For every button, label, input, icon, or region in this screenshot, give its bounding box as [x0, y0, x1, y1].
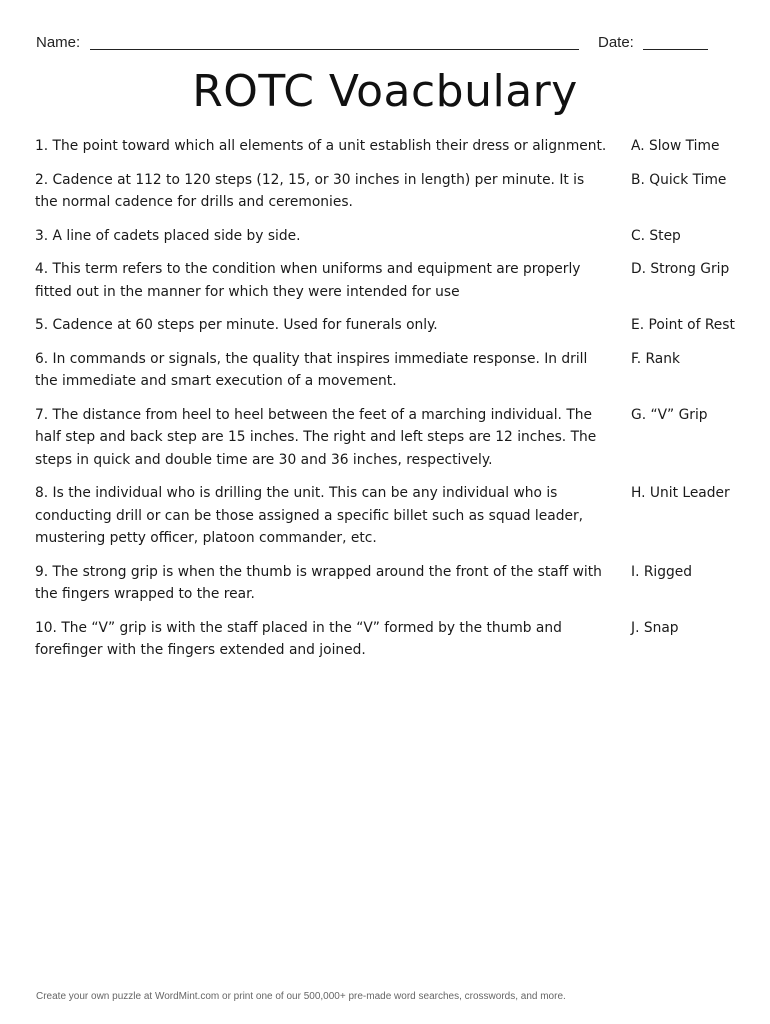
- question-list: [35, 135, 755, 673]
- question-row-5: [35, 314, 755, 337]
- question-text: 2. Cadence at 112 to 120 steps (12, 15, or 30 inches in length) per minute. It is the normal cadence for drills and ceremonies.: [35, 171, 585, 210]
- question-text: 5. Cadence at 60 steps per minute. Used for funerals only.: [35, 317, 438, 333]
- footer-note: Create your own puzzle at WordMint.com or print one of our 500,000+ pre-made word searches, crosswords, and more.: [36, 991, 566, 1002]
- name-label: Name:: [36, 34, 81, 51]
- answer-option: E. Point of Rest: [631, 317, 735, 333]
- answer-option: F. Rank: [631, 350, 680, 367]
- answer-option: B. Quick Time: [631, 171, 727, 188]
- date-field-line[interactable]: [643, 49, 708, 50]
- answer-option: H. Unit Leader: [631, 485, 730, 501]
- header-row: [36, 34, 736, 54]
- page-title: ROTC Voacbulary: [192, 66, 578, 117]
- answer-option: C. Step: [631, 227, 681, 244]
- question-text: 8. Is the individual who is drilling the unit. This can be any individual who is conducting drill or can be those assigned a specific billet such as squad leader, mustering petty officer, platoon commander, etc.: [35, 485, 584, 546]
- question-row-2: [35, 169, 755, 214]
- answer-option: G. “V” Grip: [631, 406, 708, 423]
- question-row-1: [35, 135, 755, 158]
- question-row-3: [35, 225, 755, 248]
- question-text: 6. In commands or signals, the quality that inspires immediate response. In drill the immediate and smart execution of a movement.: [35, 350, 588, 389]
- answer-option: J. Snap: [631, 619, 679, 636]
- date-label: Date:: [598, 34, 634, 51]
- answer-option: D. Strong Grip: [631, 261, 730, 277]
- question-row-8: [35, 482, 755, 550]
- question-text: 3. A line of cadets placed side by side.: [35, 227, 301, 244]
- question-row-7: [35, 404, 755, 472]
- question-text: 1. The point toward which all elements of a unit establish their dress or alignment.: [35, 138, 607, 154]
- name-field-line[interactable]: [90, 49, 579, 50]
- question-row-9: [35, 561, 755, 606]
- question-row-10: [35, 617, 755, 662]
- question-text: 7. The distance from heel to heel between the feet of a marching individual. The half step and back step are 15 inches. The right and left steps are 12 inches. The steps in quick and double time are 30 and 36 inches, respectively.: [35, 406, 597, 468]
- question-row-4: [35, 258, 755, 303]
- answer-option: I. Rigged: [631, 563, 693, 580]
- question-row-6: [35, 348, 755, 393]
- question-text: 10. The “V” grip is with the staff placed in the “V” formed by the thumb and forefinger with the fingers extended and joined.: [35, 619, 562, 658]
- answer-option: A. Slow Time: [631, 138, 720, 154]
- question-text: 9. The strong grip is when the thumb is wrapped around the front of the staff with the fingers wrapped to the rear.: [35, 563, 602, 602]
- question-text: 4. This term refers to the condition when uniforms and equipment are properly fitted out in the manner for which they were intended for use: [35, 261, 581, 300]
